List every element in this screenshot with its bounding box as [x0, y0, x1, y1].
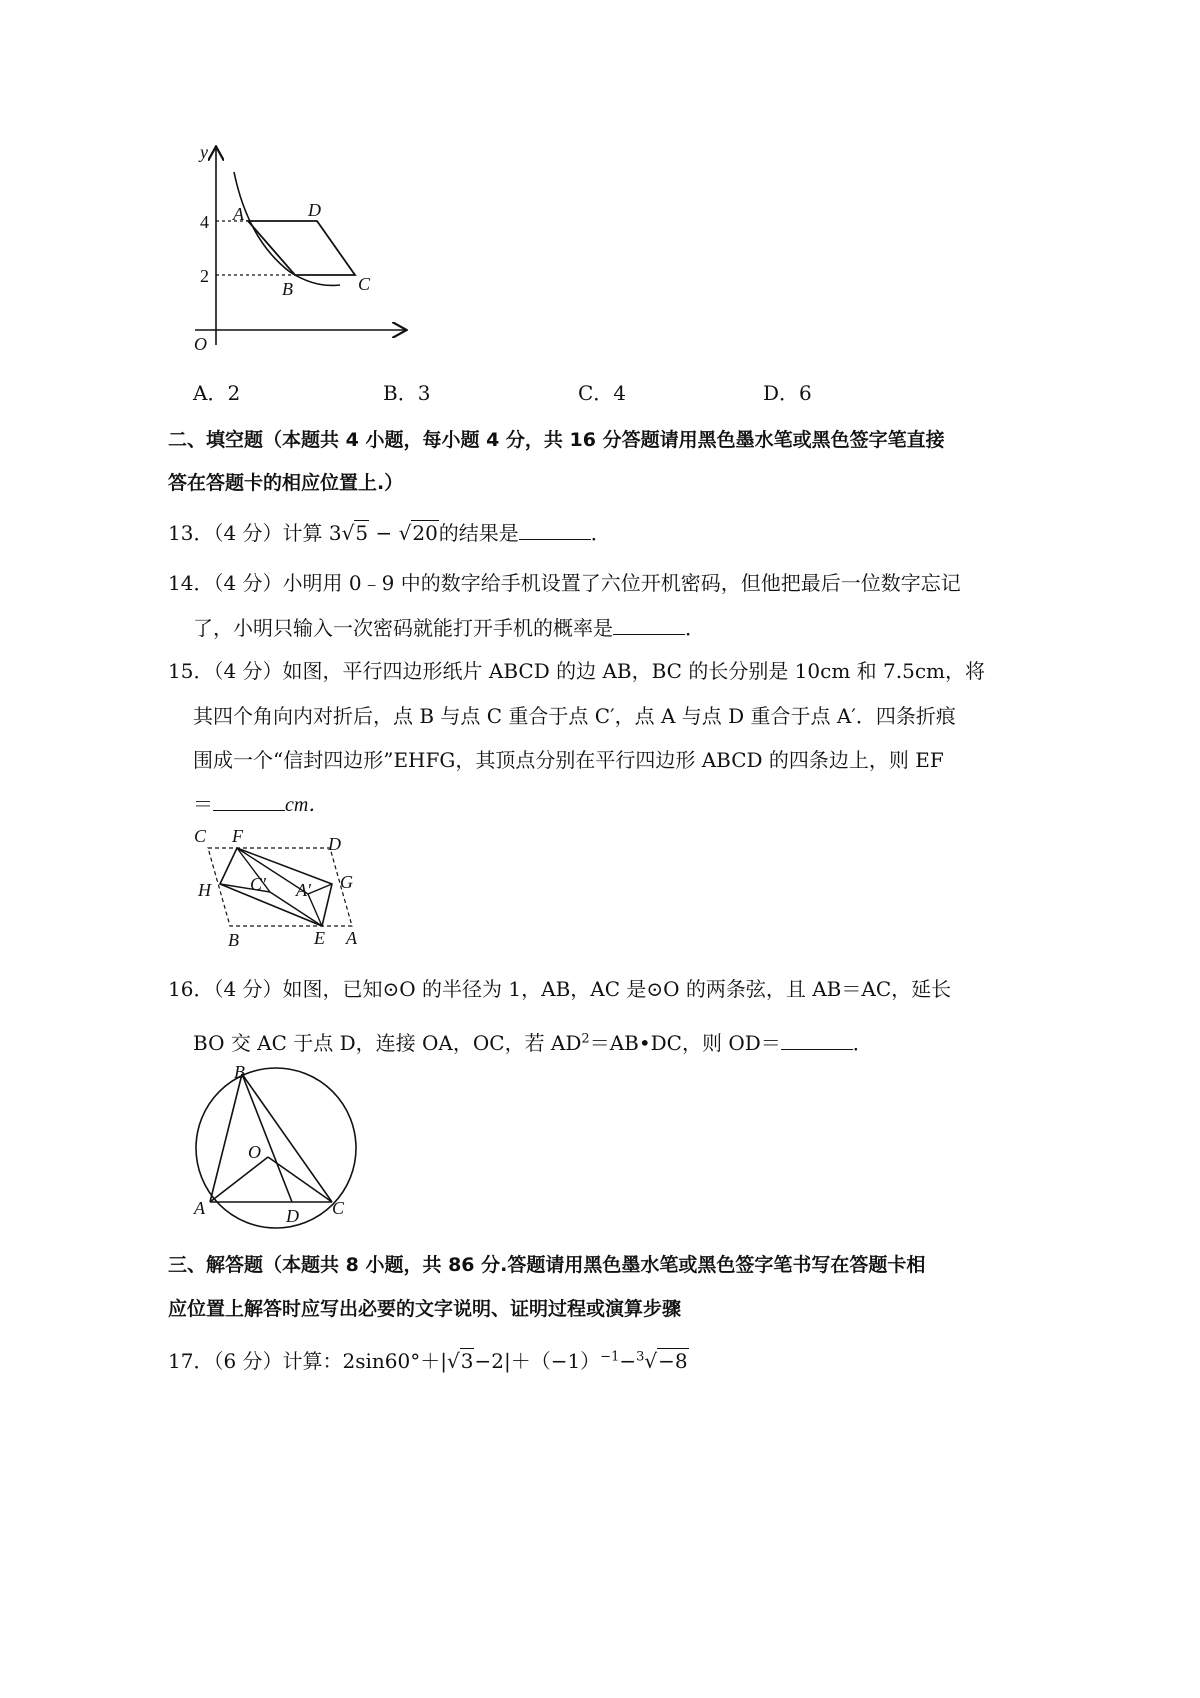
- fig15-f: F: [232, 826, 243, 846]
- fig16-a: A: [194, 1198, 205, 1218]
- fig15-b: B: [228, 930, 239, 950]
- q15-figure: [190, 822, 370, 952]
- q13-blank: [519, 521, 591, 540]
- fig15-c: C: [194, 826, 207, 846]
- section3-heading-line2: 应位置上解答时应写出必要的文字说明、证明过程或演算步骤: [168, 1298, 682, 1320]
- fig15-g: G: [340, 872, 353, 892]
- question-15-line3: 围成一个“信封四边形”EHFG，其顶点分别在平行四边形 ABCD 的四条边上，则 EF: [193, 748, 944, 772]
- option-d: D．6: [763, 381, 812, 405]
- question-15-line4: ＝ cm．: [193, 792, 329, 816]
- fig15-a: A: [346, 928, 357, 948]
- outer-parallelogram: [208, 848, 352, 926]
- fig15-cp: C′: [250, 874, 266, 894]
- fig16-b: B: [234, 1062, 245, 1082]
- option-b: B．3: [383, 381, 431, 405]
- origin-label: O: [194, 334, 207, 354]
- point-d: D: [308, 200, 321, 220]
- fig15-e: E: [314, 928, 325, 948]
- question-17: 17．（6 分）计算：$2\sin 60^\circ+|√3-2|+(-1)^{-1}-^3√-8$: [168, 1349, 688, 1373]
- section2-heading-line1: 二、填空题（本题共 4 小题，每小题 4 分，共 16 分答题请用黑色墨水笔或黑色签字笔直接: [168, 429, 945, 451]
- fig16-o: O: [248, 1142, 261, 1162]
- q15-blank: [213, 792, 285, 811]
- q14-blank: [613, 616, 685, 635]
- point-c: C: [358, 274, 371, 294]
- option-c: C．4: [578, 381, 627, 405]
- tick-2: 2: [200, 266, 209, 286]
- point-a: A: [233, 204, 244, 224]
- fig16-c: C: [332, 1198, 345, 1218]
- question-15-line1: 15．（4 分）如图，平行四边形纸片 ABCD 的边 AB，BC 的长分别是 10cm 和 7.5cm，将: [168, 659, 985, 683]
- q12-figure: [190, 140, 420, 370]
- y-label: y: [200, 142, 208, 162]
- parallelogram-abcd: [248, 221, 355, 275]
- section3-heading-line1: 三、解答题（本题共 8 小题，共 86 分.答题请用黑色墨水笔或黑色签字笔书写在答题卡相: [168, 1254, 926, 1276]
- fig15-h: H: [198, 880, 211, 900]
- fig15-d: D: [328, 834, 341, 854]
- hyperbola: [234, 172, 340, 285]
- question-16-line2: BO 交 AC 于点 D，连接 OA，OC，若 $AD^2=AB•DC$，则 OD＝ ．: [193, 1031, 873, 1055]
- tick-4: 4: [200, 212, 209, 232]
- q16-blank: [781, 1031, 853, 1050]
- fig16-d: D: [286, 1206, 299, 1226]
- option-a: A．2: [193, 381, 241, 405]
- question-14-line2: 了，小明只输入一次密码就能打开手机的概率是 ．: [193, 616, 705, 640]
- question-13: 13．（4 分）计算 3√5 − √20的结果是 ．: [168, 521, 611, 545]
- question-14-line1: 14．（4 分）小明用 0﹣9 中的数字给手机设置了六位开机密码，但他把最后一位数字忘记: [168, 571, 961, 595]
- question-16-line1: 16．（4 分）如图，已知⊙O 的半径为 1，AB，AC 是⊙O 的两条弦，且 AB＝AC，延长: [168, 977, 952, 1001]
- question-15-line2: 其四个角向内对折后，点 B 与点 C 重合于点 C′，点 A 与点 D 重合于点 A′．四条折痕: [193, 704, 956, 728]
- fig15-ap: A′: [296, 880, 311, 900]
- q16-figure: [190, 1062, 365, 1232]
- point-b: B: [282, 279, 293, 299]
- section2-heading-line2: 答在答题卡的相应位置上.）: [168, 472, 404, 494]
